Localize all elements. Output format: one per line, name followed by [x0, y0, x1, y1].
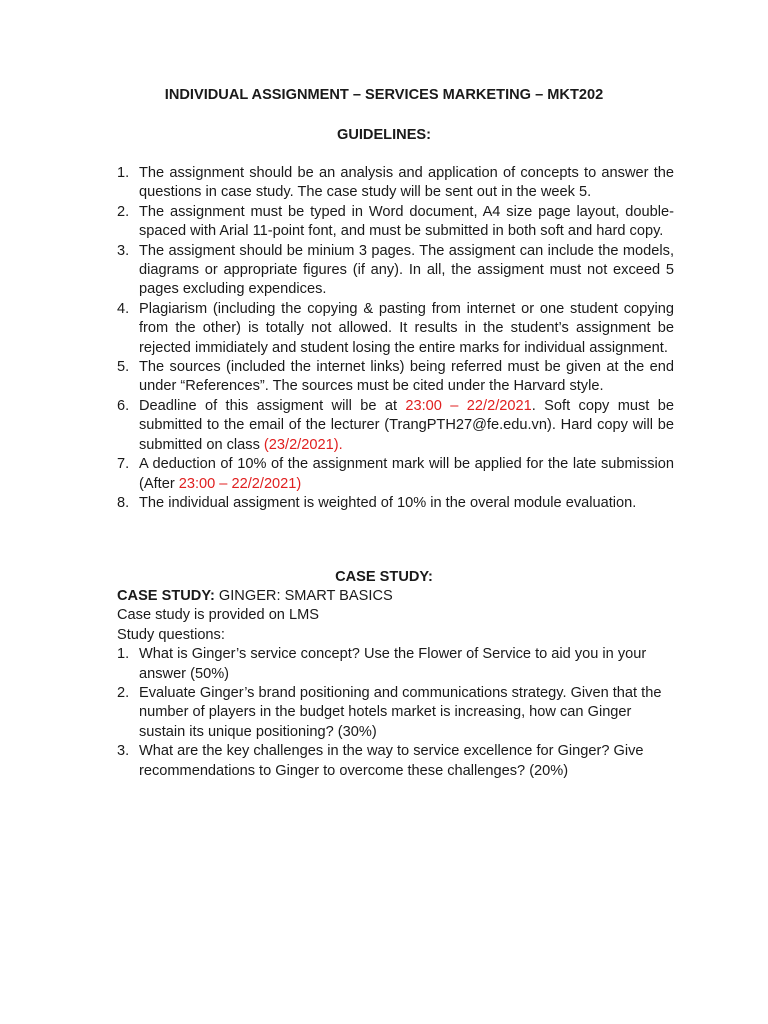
guideline-item: [117, 203, 674, 242]
guideline-text: . Soft copy must be submitted to the email of the lecturer (TrangPTH27@fe.edu.vn). Hard copy will be submitted on class: [139, 397, 674, 453]
guideline-number: 3.: [117, 242, 130, 259]
guideline-number: 5.: [117, 359, 130, 376]
guideline-text: The assignment should be an analysis and application of concepts to answer the questions in case study. The case study will be sent out in the week 5.: [139, 165, 674, 201]
question-number: 3.: [117, 743, 130, 760]
question-text: What are the key challenges in the way to service excellence for Ginger? Give recommendations to Ginger to overcome these challenges? (20%): [139, 743, 644, 779]
question-item: [117, 645, 674, 684]
document-title: INDIVIDUAL ASSIGNMENT – SERVICES MARKETING – MKT202: [164, 87, 604, 103]
guideline-number: 4.: [117, 300, 130, 317]
question-number: 1.: [117, 646, 130, 663]
guideline-item: [117, 455, 674, 494]
case-study-section: [117, 587, 674, 781]
case-study-provided-note: Case study is provided on LMS: [117, 607, 319, 624]
guideline-text: The individual assigment is weighted of 10% in the overal module evaluation.: [139, 494, 637, 511]
guideline-number: 2.: [117, 203, 130, 220]
question-text: Evaluate Ginger’s brand positioning and communications strategy. Given that the number of players in the budget hotels market is increasing, how can Ginger sustain its unique positioning? (30%): [139, 685, 662, 740]
guideline-item: [117, 494, 674, 513]
case-study-heading: CASE STUDY:: [335, 569, 433, 585]
guidelines-list: [117, 164, 674, 513]
guideline-item: [117, 358, 674, 397]
case-study-title: [117, 587, 674, 606]
case-study-title-label: CASE STUDY:: [117, 588, 215, 604]
guideline-text: The assignment must be typed in Word document, A4 size page layout, double-spaced with Arial 11-point font, and must be submitted in both soft and hard copy.: [139, 203, 674, 240]
guideline-number: 8.: [117, 494, 130, 511]
guidelines-heading: GUIDELINES:: [336, 127, 432, 143]
question-item: [117, 684, 674, 742]
question-number: 2.: [117, 685, 130, 702]
guideline-item: [117, 397, 674, 455]
guideline-number: 6.: [117, 397, 130, 414]
guideline-text: Deadline of this assigment will be at: [139, 397, 406, 414]
guideline-item: [117, 164, 674, 203]
guideline-text: A deduction of 10% of the assignment mark will be applied for the late submission (After: [139, 456, 674, 492]
guideline-number: 7.: [117, 456, 130, 473]
guideline-item: [117, 242, 674, 300]
deadline-datetime: 23:00 – 22/2/2021: [405, 397, 532, 414]
late-deadline-datetime: 23:00 – 22/2/2021): [178, 475, 302, 492]
study-questions-label: Study questions:: [117, 626, 225, 643]
guideline-text: The sources (included the internet links) being referred must be given at the end under “References”. The sources must be cited under the Harvard style.: [139, 359, 674, 395]
guideline-number: 1.: [117, 165, 130, 181]
case-study-title-value: GINGER: SMART BASICS: [214, 588, 393, 604]
question-text: What is Ginger’s service concept? Use the Flower of Service to aid you in your answer (50%): [139, 646, 647, 682]
guideline-item: [117, 300, 674, 358]
study-questions-list: [117, 645, 674, 781]
guideline-text: The assigment should be minium 3 pages. The assigment can include the models, diagrams or appropriate figures (if any). In all, the assigment must not exceed 5 pages excluding expendices.: [139, 242, 674, 298]
guideline-text: Plagiarism (including the copying & pasting from internet or one student copying from the other) is totally not allowed. It results in the student’s assignment be rejected immidiately and student losing the entire marks for individual assignment.: [139, 300, 674, 356]
question-item: [117, 742, 674, 781]
hard-copy-date: (23/2/2021).: [263, 436, 343, 453]
